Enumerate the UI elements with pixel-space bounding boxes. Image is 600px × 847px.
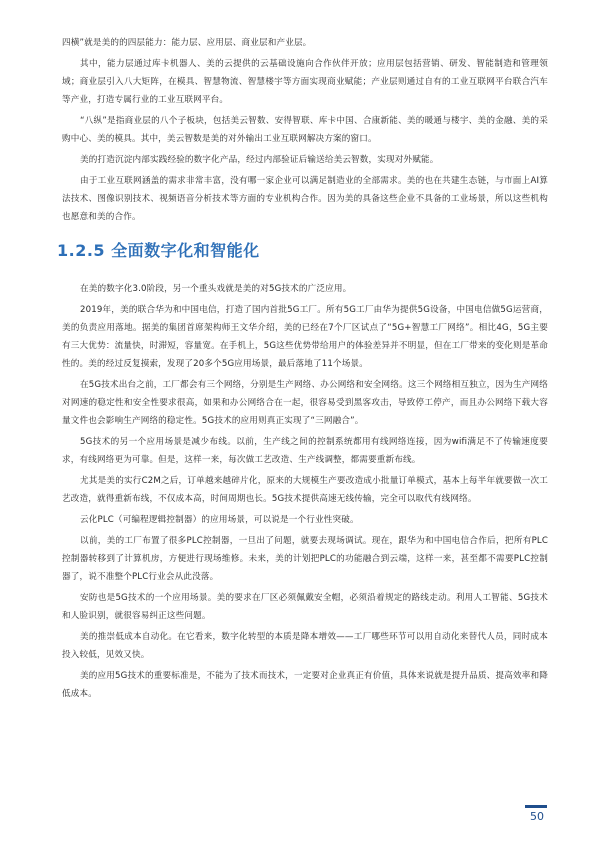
paragraph: 尤其是美的实行C2M之后，订单越来越碎片化，原来的大规模生产要改造成小批量订单模式，基本上每半年就要做一次工艺改造，就得重新布线，不仅成本高，时间周期也长。5G技术提供高速无线传输，完全可以取代有线网络。: [62, 476, 548, 504]
paragraph: 其中，能力层通过库卡机器人、美的云提供的云基础设施向合作伙伴开放；应用层包括营销、研发、智能制造和管理领域；商业层引入八大矩阵，在模具、智慧物流、智慧楼宇等方面实现商业赋能；产业层则通过自有的工业互联网平台联合汽车等产业，打造专属行业的工业互联网平台。: [62, 59, 548, 105]
paragraph: 由于工业互联网涵盖的需求非常丰富，没有哪一家企业可以满足制造业的全部需求。美的也在共建生态链，与市面上AI算法技术、图像识别技术、视频语音分析技术等方面的专业机构合作。因为美的具备这些企业不具备的工业场景，所以这些机构也愿意和美的合作。: [62, 176, 548, 222]
paragraph: 四横”就是美的的四层能力：能力层、应用层、商业层和产业层。: [62, 38, 312, 48]
section-heading: 1.2.5 全面数字化和智能化: [57, 241, 260, 260]
paragraph: 美的打造沉淀内部实践经验的数字化产品，经过内部验证后输送给美云智数，实现对外赋能。: [80, 155, 439, 165]
paragraph: 2019年，美的联合华为和中国电信，打造了国内首批5G工厂。所有5G工厂由华为提供5G设备，中国电信做5G运营商，美的负责应用落地。据美的集团首席架构师王文华介绍，美的已经在7个厂区试点了“5G+智慧工厂网络”。相比4G，5G主要有三大优势：流量快，时滞短，容量宽。在手机上，5G这些优势带给用户的体验差异并不明显，但在工厂带来的变化则是革命性的。美的经过反复摸索，发现了20多个5G应用场景，最后落地了11个场景。: [62, 305, 548, 369]
paragraph: 美的推崇低成本自动化。在它看来，数字化转型的本质是降本增效——工厂哪些环节可以用自动化来替代人员，同时成本投入较低，见效又快。: [62, 632, 548, 660]
paragraph: 在美的数字化3.0阶段，另一个重头戏就是美的对5G技术的广泛应用。: [80, 284, 352, 294]
paragraph: 美的应用5G技术的重要标准是，不能为了技术而技术，一定要对企业真正有价值，具体来说就是提升品质、提高效率和降低成本。: [62, 671, 548, 699]
paragraph: 以前，美的工厂布置了很多PLC控制器，一旦出了问题，就要去现场调试。现在，跟华为和中国电信合作后，把所有PLC控制器转移到了计算机房，方便进行现场维修。未来，美的计划把PLC的功能融合到云端，这样一来，甚至都不需要PLC控制器了，说不准整个PLC行业会从此没落。: [62, 536, 548, 582]
paragraph: 云化PLC（可编程逻辑控制器）的应用场景，可以说是一个行业性突破。: [80, 515, 359, 525]
paragraph: “八纵”是指商业层的八个子板块，包括美云智数、安得智联、库卡中国、合康新能、美的暖通与楼宇、美的金融、美的采购中心、美的模具。其中，美云智数是美的对外输出工业互联网解决方案的窗口。: [62, 116, 548, 144]
page-number-bar: [525, 805, 547, 808]
paragraph: 安防也是5G技术的一个应用场景。美的要求在厂区必须佩戴安全帽，必须沿着规定的路线走动。利用人工智能、5G技术和人脸识别，就很容易纠正这些问题。: [62, 593, 548, 621]
paragraph: 在5G技术出台之前，工厂都会有三个网络，分别是生产网络、办公网络和安全网络。这三个网络相互独立，因为生产网络对网速的稳定性和安全性要求很高，如果和办公网络合在一起，很容易受到黑客攻击，导致停工停产，而且办公网络下载大容量文件也会影响生产网络的稳定性。5G技术的应用则真正实现了“三网融合”。: [62, 380, 548, 426]
page-number: 50: [530, 810, 544, 823]
paragraph: 5G技术的另一个应用场景是减少布线。以前，生产线之间的控制系统都用有线网络连接，因为wifi满足不了传输速度要求，有线网络更为可靠。但是，这样一来，每次做工艺改造、生产线调整，都需要重新布线。: [62, 437, 548, 465]
body-content: [57, 34, 548, 703]
